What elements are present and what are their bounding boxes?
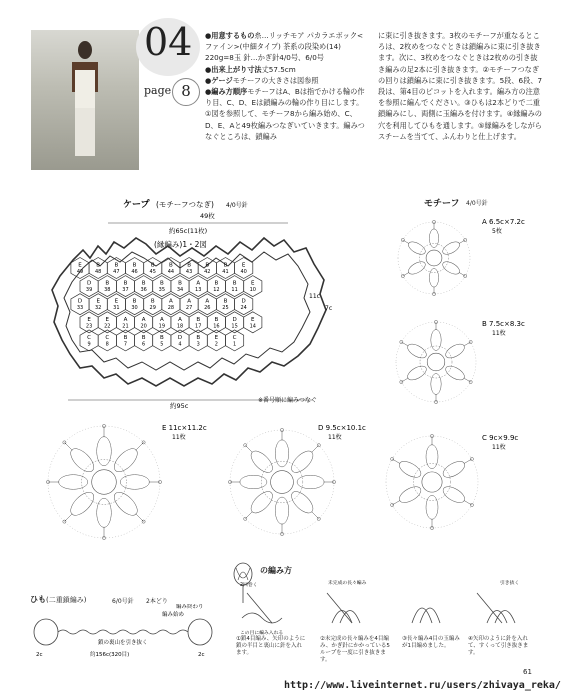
motif-b-count: 11枚 bbox=[492, 330, 506, 337]
cord-ball-left bbox=[34, 619, 58, 645]
ball-tag-4: この目に編み入れる bbox=[240, 631, 284, 636]
cape-motif-number: 49 bbox=[76, 269, 84, 275]
cape-motif-letter: B bbox=[114, 262, 119, 269]
cape-motif-number: 45 bbox=[149, 269, 156, 275]
motif-e-label: E 11c×11.2c bbox=[162, 424, 207, 432]
cape-side-dim: 7c bbox=[325, 305, 333, 312]
cape-motif-number: 29 bbox=[149, 305, 156, 312]
cape-motif-number: 24 bbox=[240, 305, 247, 312]
cape-motif-number: 38 bbox=[104, 287, 111, 294]
cape-motif-number: 19 bbox=[158, 323, 166, 330]
step2-hook bbox=[327, 593, 352, 623]
cape-motif-letter: A bbox=[205, 298, 210, 305]
ball-steps-illustrations bbox=[232, 578, 532, 638]
cord-chain bbox=[58, 630, 188, 634]
cape-motif-letter: C bbox=[105, 334, 110, 341]
cape-motif-number: 47 bbox=[113, 269, 120, 275]
cape-top-width: 約65c(11枚) bbox=[169, 227, 208, 235]
page-label: page bbox=[144, 84, 172, 97]
cape-motif-letter: E bbox=[96, 298, 100, 305]
cape-motif-letter: B bbox=[132, 298, 137, 305]
cape-motif-number: 44 bbox=[167, 269, 175, 275]
cape-motif-letter: A bbox=[178, 316, 182, 323]
cape-motif-letter: B bbox=[223, 262, 228, 269]
pattern-number: 04 bbox=[144, 20, 193, 64]
cape-motif-letter: D bbox=[241, 298, 246, 305]
cape-hook: 4/0号針 bbox=[226, 202, 248, 209]
cape-motif-number: 11 bbox=[231, 287, 238, 294]
cape-motif-letter: B bbox=[187, 262, 192, 269]
cape-edging-label: (縁編み)1・2図 bbox=[154, 240, 207, 249]
cape-motif-letter: B bbox=[169, 262, 173, 269]
step1-yarn bbox=[242, 613, 282, 623]
cape-bottom-width: 約95c bbox=[170, 402, 189, 410]
motif-d-count: 11枚 bbox=[328, 434, 342, 441]
motif-section-title: モチーフ bbox=[424, 199, 460, 209]
cape-motif-number: 1 bbox=[232, 341, 237, 348]
motif-a-diagram bbox=[398, 220, 470, 295]
cord-length: 約156c(320目) bbox=[90, 652, 130, 658]
cape-motif-number: 2 bbox=[214, 341, 218, 348]
cape-motif-number: 12 bbox=[213, 287, 220, 294]
cape-motif-number: 30 bbox=[131, 305, 138, 312]
cape-motif-number: 37 bbox=[122, 287, 129, 294]
cape-motif-number: 41 bbox=[222, 269, 229, 275]
instr-3: ●ゲージモチーフの大きさは図参照 bbox=[205, 75, 319, 85]
cape-motif-letter: D bbox=[177, 334, 183, 341]
cord-hook: 6/0号針 bbox=[112, 598, 134, 605]
cape-motif-number: 14 bbox=[249, 323, 256, 330]
cape-title: ケープ bbox=[123, 200, 150, 210]
cape-motif-letter: A bbox=[196, 280, 201, 287]
cape-motif-letter: E bbox=[251, 280, 255, 287]
cape-motif-letter: B bbox=[232, 280, 237, 287]
cape-motif-number: 35 bbox=[158, 287, 166, 294]
cape-note: ※番号順に編みつなぐ bbox=[258, 397, 317, 404]
cape-motif-number: 46 bbox=[131, 269, 138, 275]
cape-motif-number: 8 bbox=[105, 341, 109, 348]
cord-ball-right bbox=[188, 619, 212, 645]
cape-motif-letter: C bbox=[87, 334, 92, 341]
cape-motif-letter: B bbox=[123, 280, 128, 287]
page-number: 8 bbox=[172, 78, 200, 106]
step2-loops bbox=[332, 611, 360, 624]
ball-step-1: ①鎖4目編み、矢印のように鎖の半目と裏山に針を入れます。 bbox=[236, 636, 306, 656]
cord-diagram bbox=[28, 604, 218, 662]
cape-motif-number: 21 bbox=[122, 323, 129, 330]
step3-ball bbox=[412, 608, 440, 623]
cape-motif-number: 25 bbox=[222, 305, 229, 312]
ball-tag-1: 2回巻く bbox=[240, 583, 258, 588]
cape-motif-letter: A bbox=[169, 298, 173, 305]
instr-1: ●用意するもの糸…リッチモア パカラエボック<ファイン>(中細タイプ) 茶系の段染め(14) 220g=8玉 針…かぎ針4/0号、6/0号 bbox=[205, 31, 364, 63]
ball-step-2: ②未完成の長々編みを4目編み、かぎ針にかかっている5ループを一度に引き抜きます。 bbox=[320, 636, 390, 663]
cape-motif-number: 6 bbox=[142, 341, 146, 348]
cord-side-left: 2c bbox=[36, 652, 43, 658]
motif-e-count: 11枚 bbox=[172, 434, 186, 441]
motif-b-diagram bbox=[396, 320, 476, 403]
motif-a-count: 5枚 bbox=[492, 228, 502, 235]
cape-motif-letter: E bbox=[78, 262, 82, 269]
cape-motif-letter: B bbox=[205, 262, 210, 269]
source-url[interactable]: http://www.liveinternet.ru/users/zhivaya_reka/ bbox=[284, 680, 561, 691]
ball-step-3: ③長々編み4目の玉編みが1目編めました。 bbox=[402, 636, 460, 649]
cape-motif-letter: E bbox=[105, 316, 110, 323]
cape-motif-letter: E bbox=[87, 316, 91, 323]
cape-count: 49枚 bbox=[200, 212, 215, 220]
cape-motif-number: 4 bbox=[178, 341, 182, 348]
cape-motif-letter: B bbox=[105, 280, 110, 287]
motif-c-label: C 9c×9.9c bbox=[482, 434, 519, 442]
cape-motif-number: 40 bbox=[240, 269, 247, 275]
cape-motif-number: 23 bbox=[85, 323, 93, 330]
cape-motif-letter: B bbox=[214, 280, 219, 287]
cape-motif-number: 31 bbox=[113, 305, 120, 312]
ball-tag-5: 引き抜く bbox=[500, 581, 520, 586]
motif-section-hook: 4/0号針 bbox=[466, 200, 488, 207]
motif-e-diagram bbox=[46, 424, 161, 539]
cord-end: 編み終わり bbox=[176, 604, 204, 610]
cape-motif-letter: A bbox=[159, 316, 164, 323]
cape-motif-number: 10 bbox=[249, 287, 256, 294]
cape-motif-number: 33 bbox=[76, 305, 84, 312]
cord-subtitle: (二重鎖編み) bbox=[46, 596, 87, 604]
cape-motif-number: 17 bbox=[195, 323, 202, 330]
cape-motif-number: 36 bbox=[140, 287, 147, 294]
motif-c-count: 11枚 bbox=[492, 444, 506, 451]
cape-motif-letter: B bbox=[96, 262, 101, 269]
cape-motif-number: 26 bbox=[204, 305, 211, 312]
cape-motif-number: 42 bbox=[204, 269, 211, 275]
cape-motif-number: 16 bbox=[213, 323, 220, 330]
cape-motif-letter: B bbox=[223, 298, 228, 305]
cape-motif-letter: E bbox=[114, 298, 119, 305]
step4-loops bbox=[487, 611, 515, 624]
cord-strands: 2本どり bbox=[146, 598, 168, 605]
cape-motif-letter: B bbox=[150, 298, 155, 305]
page-folio: 61 bbox=[523, 668, 532, 676]
cape-motif-number: 15 bbox=[231, 323, 238, 330]
cape-motif-number: 7 bbox=[123, 341, 128, 348]
cape-motif-letter: A bbox=[141, 316, 146, 323]
cord-note: 鎖の裏山を引き抜く bbox=[98, 640, 148, 646]
cape-motif-number: 27 bbox=[185, 305, 193, 312]
cape-motif-letter: D bbox=[77, 298, 83, 305]
cape-motif-number: 48 bbox=[94, 269, 102, 275]
cape-motif-letter: E bbox=[214, 334, 219, 341]
cape-motif-number: 43 bbox=[185, 269, 193, 275]
cape-motif-letter: C bbox=[232, 334, 237, 341]
motif-c-diagram bbox=[386, 434, 478, 529]
cape-title-sub: (モチーフつなぎ) bbox=[156, 200, 214, 209]
cape-motif-letter: B bbox=[123, 334, 128, 341]
motif-a-label: A 6.5c×7.2c bbox=[482, 218, 525, 226]
cord-title: ひも bbox=[30, 595, 46, 604]
cape-motif-letter: B bbox=[159, 334, 164, 341]
cord-side-right: 2c bbox=[198, 652, 205, 658]
cape-motif-letter: B bbox=[196, 316, 201, 323]
ball-step-4: ④矢印のように針を入れて、すくって引き抜きます。 bbox=[468, 636, 529, 656]
cape-side-dim2: 11c bbox=[309, 293, 320, 300]
ball-title: の編み方 bbox=[260, 566, 292, 575]
cape-motif-number: 13 bbox=[195, 287, 202, 294]
cape-motif-letter: B bbox=[178, 280, 182, 287]
cape-motif-letter: E bbox=[241, 262, 246, 269]
cape-motif-number: 22 bbox=[104, 323, 111, 330]
cape-motif-letter: D bbox=[232, 316, 237, 323]
cape-motif-letter: B bbox=[132, 262, 137, 269]
cape-motif-letter: B bbox=[141, 334, 146, 341]
cape-motif-number: 18 bbox=[176, 323, 184, 330]
cape-motif-letter: E bbox=[251, 316, 255, 323]
cape-motif-number: 3 bbox=[196, 341, 200, 348]
step1-hook bbox=[247, 593, 272, 623]
cape-motif-number: 5 bbox=[160, 341, 164, 348]
cape-motif-number: 39 bbox=[85, 287, 93, 294]
cape-motif-number: 34 bbox=[176, 287, 184, 294]
cape-motif-number: 9 bbox=[87, 341, 91, 348]
cape-motif-number: 28 bbox=[167, 305, 175, 312]
motif-b-label: B 7.5c×8.3c bbox=[482, 320, 525, 328]
cape-motif-letter: A bbox=[187, 298, 191, 305]
cape-motif-letter: B bbox=[196, 334, 201, 341]
cape-motif-letter: B bbox=[159, 280, 164, 287]
cape-motif-letter: D bbox=[86, 280, 92, 287]
motif-d-label: D 9.5c×10.1c bbox=[318, 424, 366, 432]
cape-motif-letter: A bbox=[123, 316, 128, 323]
cape-motif-letter: B bbox=[150, 262, 155, 269]
instr-4: ●編み方順序モチーフはA、Bは指でかける輪の作り目、C、D、Eは鎖編みの輪の作り目にします。①図を参照して、モチーフ8から編み始め、C、D、E、Aと49枚編みつなぎいていきます。編みつなぐところは、鎖編み bbox=[205, 87, 365, 141]
instr-2: ●出来上がり寸法丈57.5cm bbox=[205, 64, 296, 74]
instructions-col2: に束に引き抜きます。3枚のモチーフが重なるところは、2枚めをつなぐときは鎖編みに束に引き抜きます。次に、3枚めをつなぐときは2枚めの引き抜き編みの足2本に引き抜きます。②モチーフつなぎの回りは鎖編みに束に引き抜きます。5段、6段、7段は、第4目のピコットを入れます。編み方の注意を参照に編んでください。③ひもは2本どりで二重鎖編みにし、両側に玉編みを付けます。④縁編みの穴を利用してひもを通します。⑤縁編みをしながらスチームを当てて、ふんわりと仕上げます。 bbox=[378, 31, 543, 141]
cape-motif-number: 32 bbox=[94, 305, 102, 312]
cape-motif-letter: B bbox=[214, 316, 219, 323]
cord-start: 編み始め bbox=[162, 612, 185, 618]
motif-d-diagram bbox=[228, 428, 335, 535]
ball-tag-2: 未完成の長々編み bbox=[328, 581, 367, 586]
step4-hook bbox=[477, 593, 502, 623]
cape-motif-letter: B bbox=[141, 280, 146, 287]
cape-motif-number: 20 bbox=[140, 323, 147, 330]
